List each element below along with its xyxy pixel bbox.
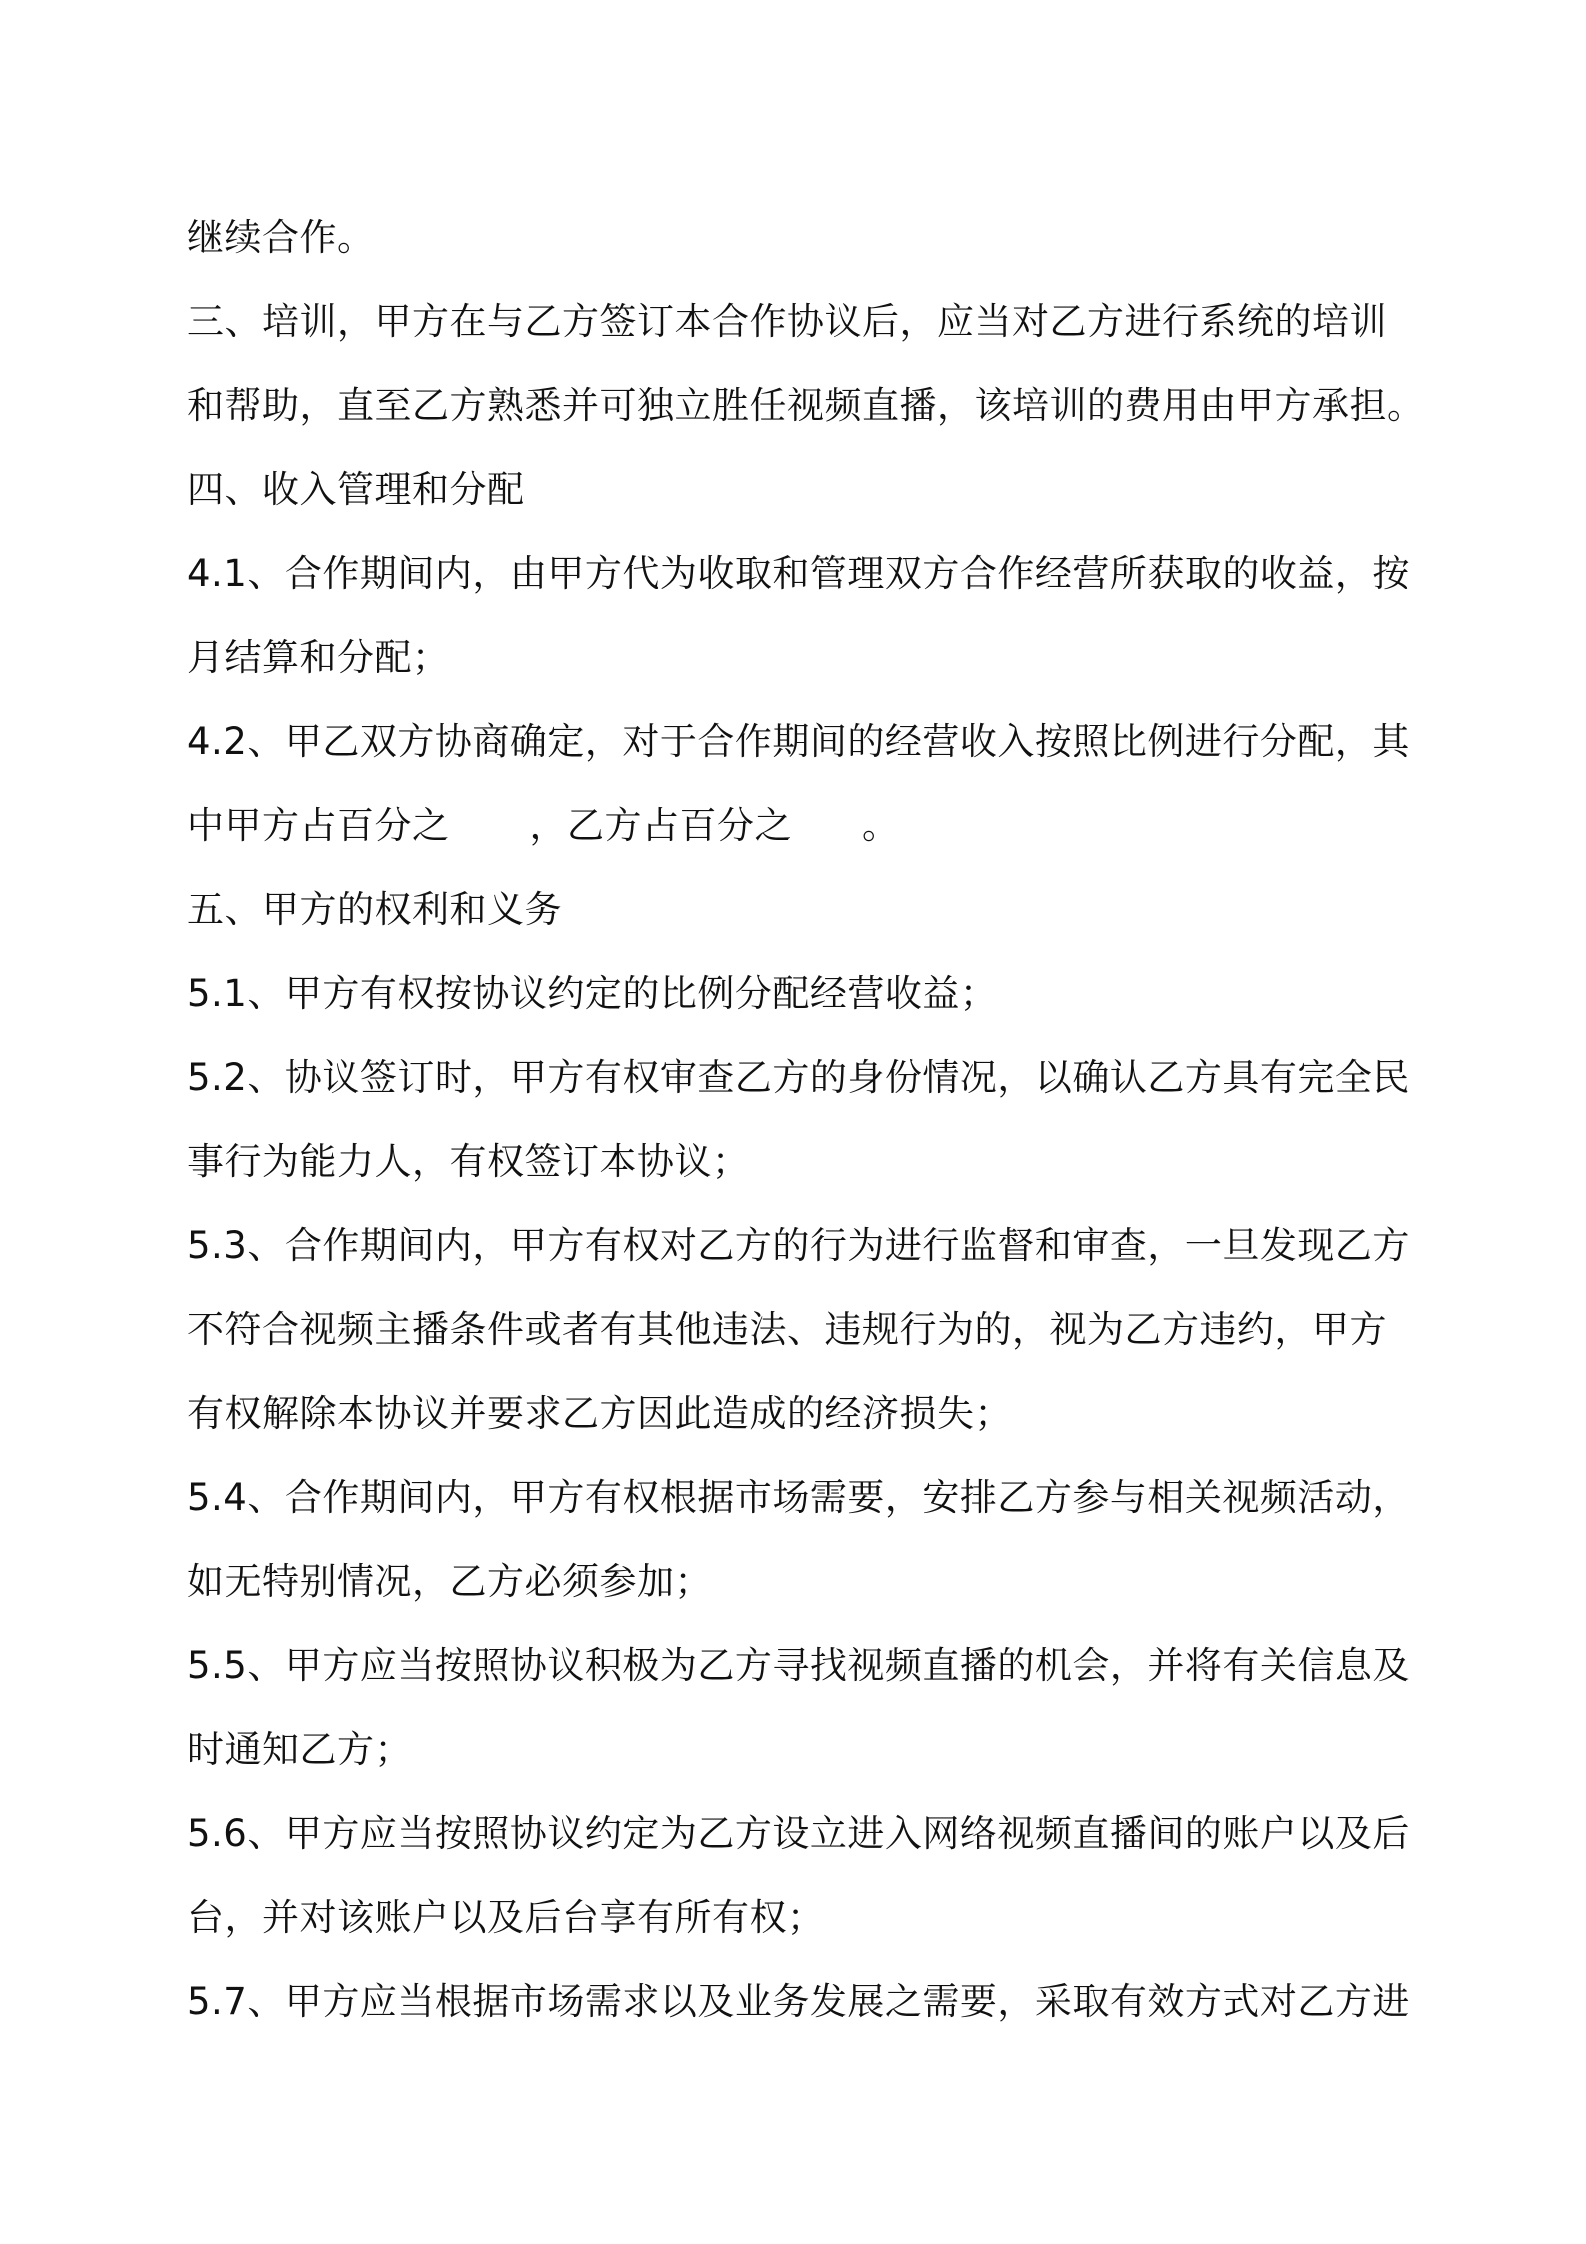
clause-5-6-line-1: 5.6、甲方应当按照协议约定为乙方设立进入网络视频直播间的账户以及后	[187, 1812, 1410, 1855]
clause-5-3-line-3: 有权解除本协议并要求乙方因此造成的经济损失；	[187, 1392, 1012, 1435]
section-4-heading: 四、收入管理和分配	[187, 468, 525, 511]
clause-5-5-line-2: 时通知乙方；	[187, 1728, 412, 1771]
party-b-share-label: ，乙方占百分之	[529, 804, 792, 847]
section-5-heading: 五、甲方的权利和义务	[187, 888, 562, 931]
section-3-training-line-1: 三、培训，甲方在与乙方签订本合作协议后，应当对乙方进行系统的培训	[187, 300, 1387, 343]
clause-5-7-line-1: 5.7、甲方应当根据市场需求以及业务发展之需要，采取有效方式对乙方进	[187, 1980, 1410, 2023]
clause-5-3-line-2: 不符合视频主播条件或者有其他违法、违规行为的，视为乙方违约，甲方	[187, 1308, 1387, 1351]
section-3-training-line-2: 和帮助，直至乙方熟悉并可独立胜任视频直播，该培训的费用由甲方承担。	[187, 384, 1425, 427]
clause-5-2-line-1: 5.2、协议签订时，甲方有权审查乙方的身份情况，以确认乙方具有完全民	[187, 1056, 1410, 1099]
clause-5-4-line-1: 5.4、合作期间内，甲方有权根据市场需要，安排乙方参与相关视频活动，	[187, 1476, 1410, 1519]
clause-5-5-line-1: 5.5、甲方应当按照协议积极为乙方寻找视频直播的机会，并将有关信息及	[187, 1644, 1410, 1687]
text-line: 继续合作。	[187, 216, 375, 259]
clause-4-1-line-2: 月结算和分配；	[187, 636, 450, 679]
clause-4-2-line-2	[187, 784, 1407, 868]
clause-5-1: 5.1、甲方有权按协议约定的比例分配经营收益；	[187, 972, 998, 1015]
clause-5-3-line-1: 5.3、合作期间内，甲方有权对乙方的行为进行监督和审查，一旦发现乙方	[187, 1224, 1410, 1267]
party-a-share-label: 中甲方占百分之	[187, 804, 450, 847]
clause-4-2-line-1: 4.2、甲乙双方协商确定，对于合作期间的经营收入按照比例进行分配，其	[187, 720, 1410, 763]
contract-text	[187, 196, 1425, 2044]
clause-5-6-line-2: 台，并对该账户以及后台享有所有权；	[187, 1896, 825, 1939]
clause-5-4-line-2: 如无特别情况，乙方必须参加；	[187, 1560, 712, 1603]
clause-5-2-line-2: 事行为能力人，有权签订本协议；	[187, 1140, 750, 1183]
sentence-end: 。	[862, 804, 900, 847]
clause-4-1-line-1: 4.1、合作期间内，由甲方代为收取和管理双方合作经营所获取的收益，按	[187, 552, 1410, 595]
